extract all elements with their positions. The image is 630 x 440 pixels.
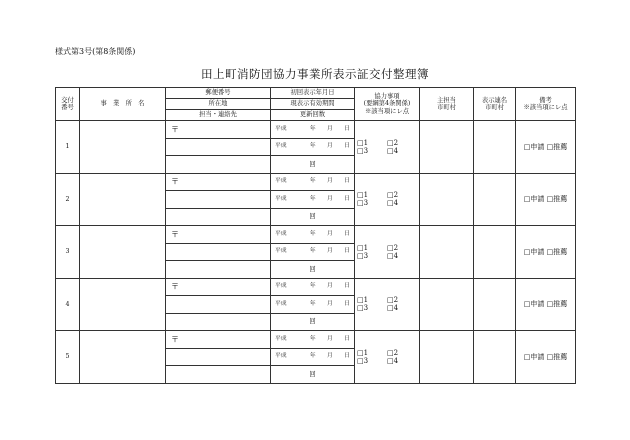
first-date-cell[interactable]: 平成 年 月 日: [271, 226, 355, 244]
contact-cell[interactable]: [166, 313, 271, 331]
checkbox-4[interactable]: □4: [387, 251, 399, 260]
postal-code-cell[interactable]: [166, 121, 271, 139]
checkbox-3[interactable]: □3: [357, 146, 369, 155]
checkbox-1[interactable]: □1: [357, 348, 369, 357]
checkbox-3[interactable]: □3: [357, 356, 369, 365]
postal-mark: 〒: [171, 334, 179, 344]
contact-cell[interactable]: [166, 261, 271, 279]
header-office-name: 事 業 所 名: [80, 88, 166, 121]
recommend-checkbox[interactable]: □推薦: [546, 352, 568, 361]
checkbox-2[interactable]: □2: [387, 243, 399, 252]
header-contact: 担当・連絡先: [166, 110, 271, 121]
remarks-checkboxes[interactable]: [516, 331, 576, 384]
office-name-cell[interactable]: [80, 278, 166, 331]
office-name-cell[interactable]: [80, 173, 166, 226]
times-label: 回: [309, 265, 316, 273]
validity-cell[interactable]: 平成 年 月 日: [271, 138, 355, 156]
postal-mark: 〒: [171, 282, 179, 292]
row-number: 1: [56, 121, 80, 174]
header-validity: 現表示有効期間: [271, 99, 355, 110]
address-cell[interactable]: [166, 243, 271, 261]
times-label: 回: [309, 318, 316, 326]
recommend-checkbox[interactable]: □推薦: [546, 195, 568, 204]
register-table: [55, 87, 576, 384]
main-town-cell[interactable]: [420, 121, 474, 174]
address-cell[interactable]: [166, 348, 271, 366]
address-cell[interactable]: [166, 138, 271, 156]
checkbox-1[interactable]: □1: [357, 191, 369, 200]
apply-checkbox[interactable]: □申請: [523, 247, 545, 256]
header-renewals: 更新回数: [271, 110, 355, 121]
checkbox-4[interactable]: □4: [387, 304, 399, 313]
checkbox-1[interactable]: □1: [357, 243, 369, 252]
times-label: 回: [309, 213, 316, 221]
coop-checkboxes[interactable]: [355, 121, 420, 174]
renewals-cell[interactable]: [271, 313, 355, 331]
checkbox-2[interactable]: □2: [387, 138, 399, 147]
validity-cell[interactable]: 平成 年 月 日: [271, 191, 355, 209]
times-label: 回: [309, 160, 316, 168]
renewals-cell[interactable]: [271, 156, 355, 174]
row-number: 4: [56, 278, 80, 331]
first-date-cell[interactable]: 平成 年 月 日: [271, 121, 355, 139]
checkbox-1[interactable]: □1: [357, 138, 369, 147]
validity-cell[interactable]: 平成 年 月 日: [271, 348, 355, 366]
row-number: 2: [56, 173, 80, 226]
checkbox-1[interactable]: □1: [357, 296, 369, 305]
recommend-checkbox[interactable]: □推薦: [546, 247, 568, 256]
header-issue-no: 交付 番号: [56, 88, 80, 121]
header-co-town: 表示連名 市町村: [474, 88, 516, 121]
table-row: [56, 331, 576, 349]
checkbox-4[interactable]: □4: [387, 199, 399, 208]
checkbox-2[interactable]: □2: [387, 296, 399, 305]
address-cell[interactable]: [166, 296, 271, 314]
coop-checkboxes[interactable]: [355, 331, 420, 384]
co-town-cell[interactable]: [474, 121, 516, 174]
main-town-cell[interactable]: [420, 331, 474, 384]
postal-mark: 〒: [171, 229, 179, 239]
coop-checkboxes[interactable]: [355, 173, 420, 226]
postal-mark: 〒: [171, 177, 179, 187]
first-date-cell[interactable]: 平成 年 月 日: [271, 331, 355, 349]
form-number: 様式第3号(第8条関係): [55, 47, 136, 56]
remarks-checkboxes[interactable]: [516, 173, 576, 226]
co-town-cell[interactable]: [474, 226, 516, 279]
header-remarks: 備考 ※該当項にレ点: [516, 88, 576, 121]
contact-cell[interactable]: [166, 366, 271, 384]
remarks-checkboxes[interactable]: [516, 278, 576, 331]
remarks-checkboxes[interactable]: [516, 226, 576, 279]
main-town-cell[interactable]: [420, 226, 474, 279]
table-row: [56, 278, 576, 296]
postal-code-cell[interactable]: [166, 278, 271, 296]
office-name-cell[interactable]: [80, 121, 166, 174]
remarks-checkboxes[interactable]: [516, 121, 576, 174]
header-coop: 協力事項 (要綱第4条関係) ※該当項にレ点: [355, 88, 420, 121]
row-number: 5: [56, 331, 80, 384]
main-town-cell[interactable]: [420, 278, 474, 331]
postal-mark: 〒: [171, 124, 179, 134]
table-row: [56, 173, 576, 191]
checkbox-4[interactable]: □4: [387, 356, 399, 365]
times-label: 回: [309, 370, 316, 378]
contact-cell[interactable]: [166, 156, 271, 174]
checkbox-4[interactable]: □4: [387, 146, 399, 155]
office-name-cell[interactable]: [80, 226, 166, 279]
validity-cell[interactable]: 平成 年 月 日: [271, 296, 355, 314]
office-name-cell[interactable]: [80, 331, 166, 384]
table-row: [56, 121, 576, 139]
apply-checkbox[interactable]: □申請: [523, 300, 545, 309]
table-row: [56, 226, 576, 244]
coop-checkboxes[interactable]: [355, 226, 420, 279]
postal-code-cell[interactable]: [166, 331, 271, 349]
header-main-town: 主担当 市町村: [420, 88, 474, 121]
apply-checkbox[interactable]: □申請: [523, 142, 545, 151]
recommend-checkbox[interactable]: □推薦: [546, 300, 568, 309]
co-town-cell[interactable]: [474, 331, 516, 384]
header-address: 所在地: [166, 99, 271, 110]
first-date-cell[interactable]: 平成 年 月 日: [271, 173, 355, 191]
renewals-cell[interactable]: [271, 366, 355, 384]
co-town-cell[interactable]: [474, 173, 516, 226]
apply-checkbox[interactable]: □申請: [523, 352, 545, 361]
coop-checkboxes[interactable]: [355, 278, 420, 331]
checkbox-2[interactable]: □2: [387, 191, 399, 200]
renewals-cell[interactable]: [271, 261, 355, 279]
apply-checkbox[interactable]: □申請: [523, 195, 545, 204]
postal-code-cell[interactable]: [166, 226, 271, 244]
row-number: 3: [56, 226, 80, 279]
checkbox-3[interactable]: □3: [357, 304, 369, 313]
header-postal: 郵便番号: [166, 88, 271, 99]
main-town-cell[interactable]: [420, 173, 474, 226]
first-date-cell[interactable]: 平成 年 月 日: [271, 278, 355, 296]
checkbox-3[interactable]: □3: [357, 251, 369, 260]
contact-cell[interactable]: [166, 208, 271, 226]
recommend-checkbox[interactable]: □推薦: [546, 142, 568, 151]
address-cell[interactable]: [166, 191, 271, 209]
validity-cell[interactable]: 平成 年 月 日: [271, 243, 355, 261]
page-title: 田上町消防団協力事業所表示証交付整理簿: [201, 67, 429, 81]
header-first-date: 初回表示年月日: [271, 88, 355, 99]
postal-code-cell[interactable]: [166, 173, 271, 191]
checkbox-2[interactable]: □2: [387, 348, 399, 357]
checkbox-3[interactable]: □3: [357, 199, 369, 208]
renewals-cell[interactable]: [271, 208, 355, 226]
co-town-cell[interactable]: [474, 278, 516, 331]
